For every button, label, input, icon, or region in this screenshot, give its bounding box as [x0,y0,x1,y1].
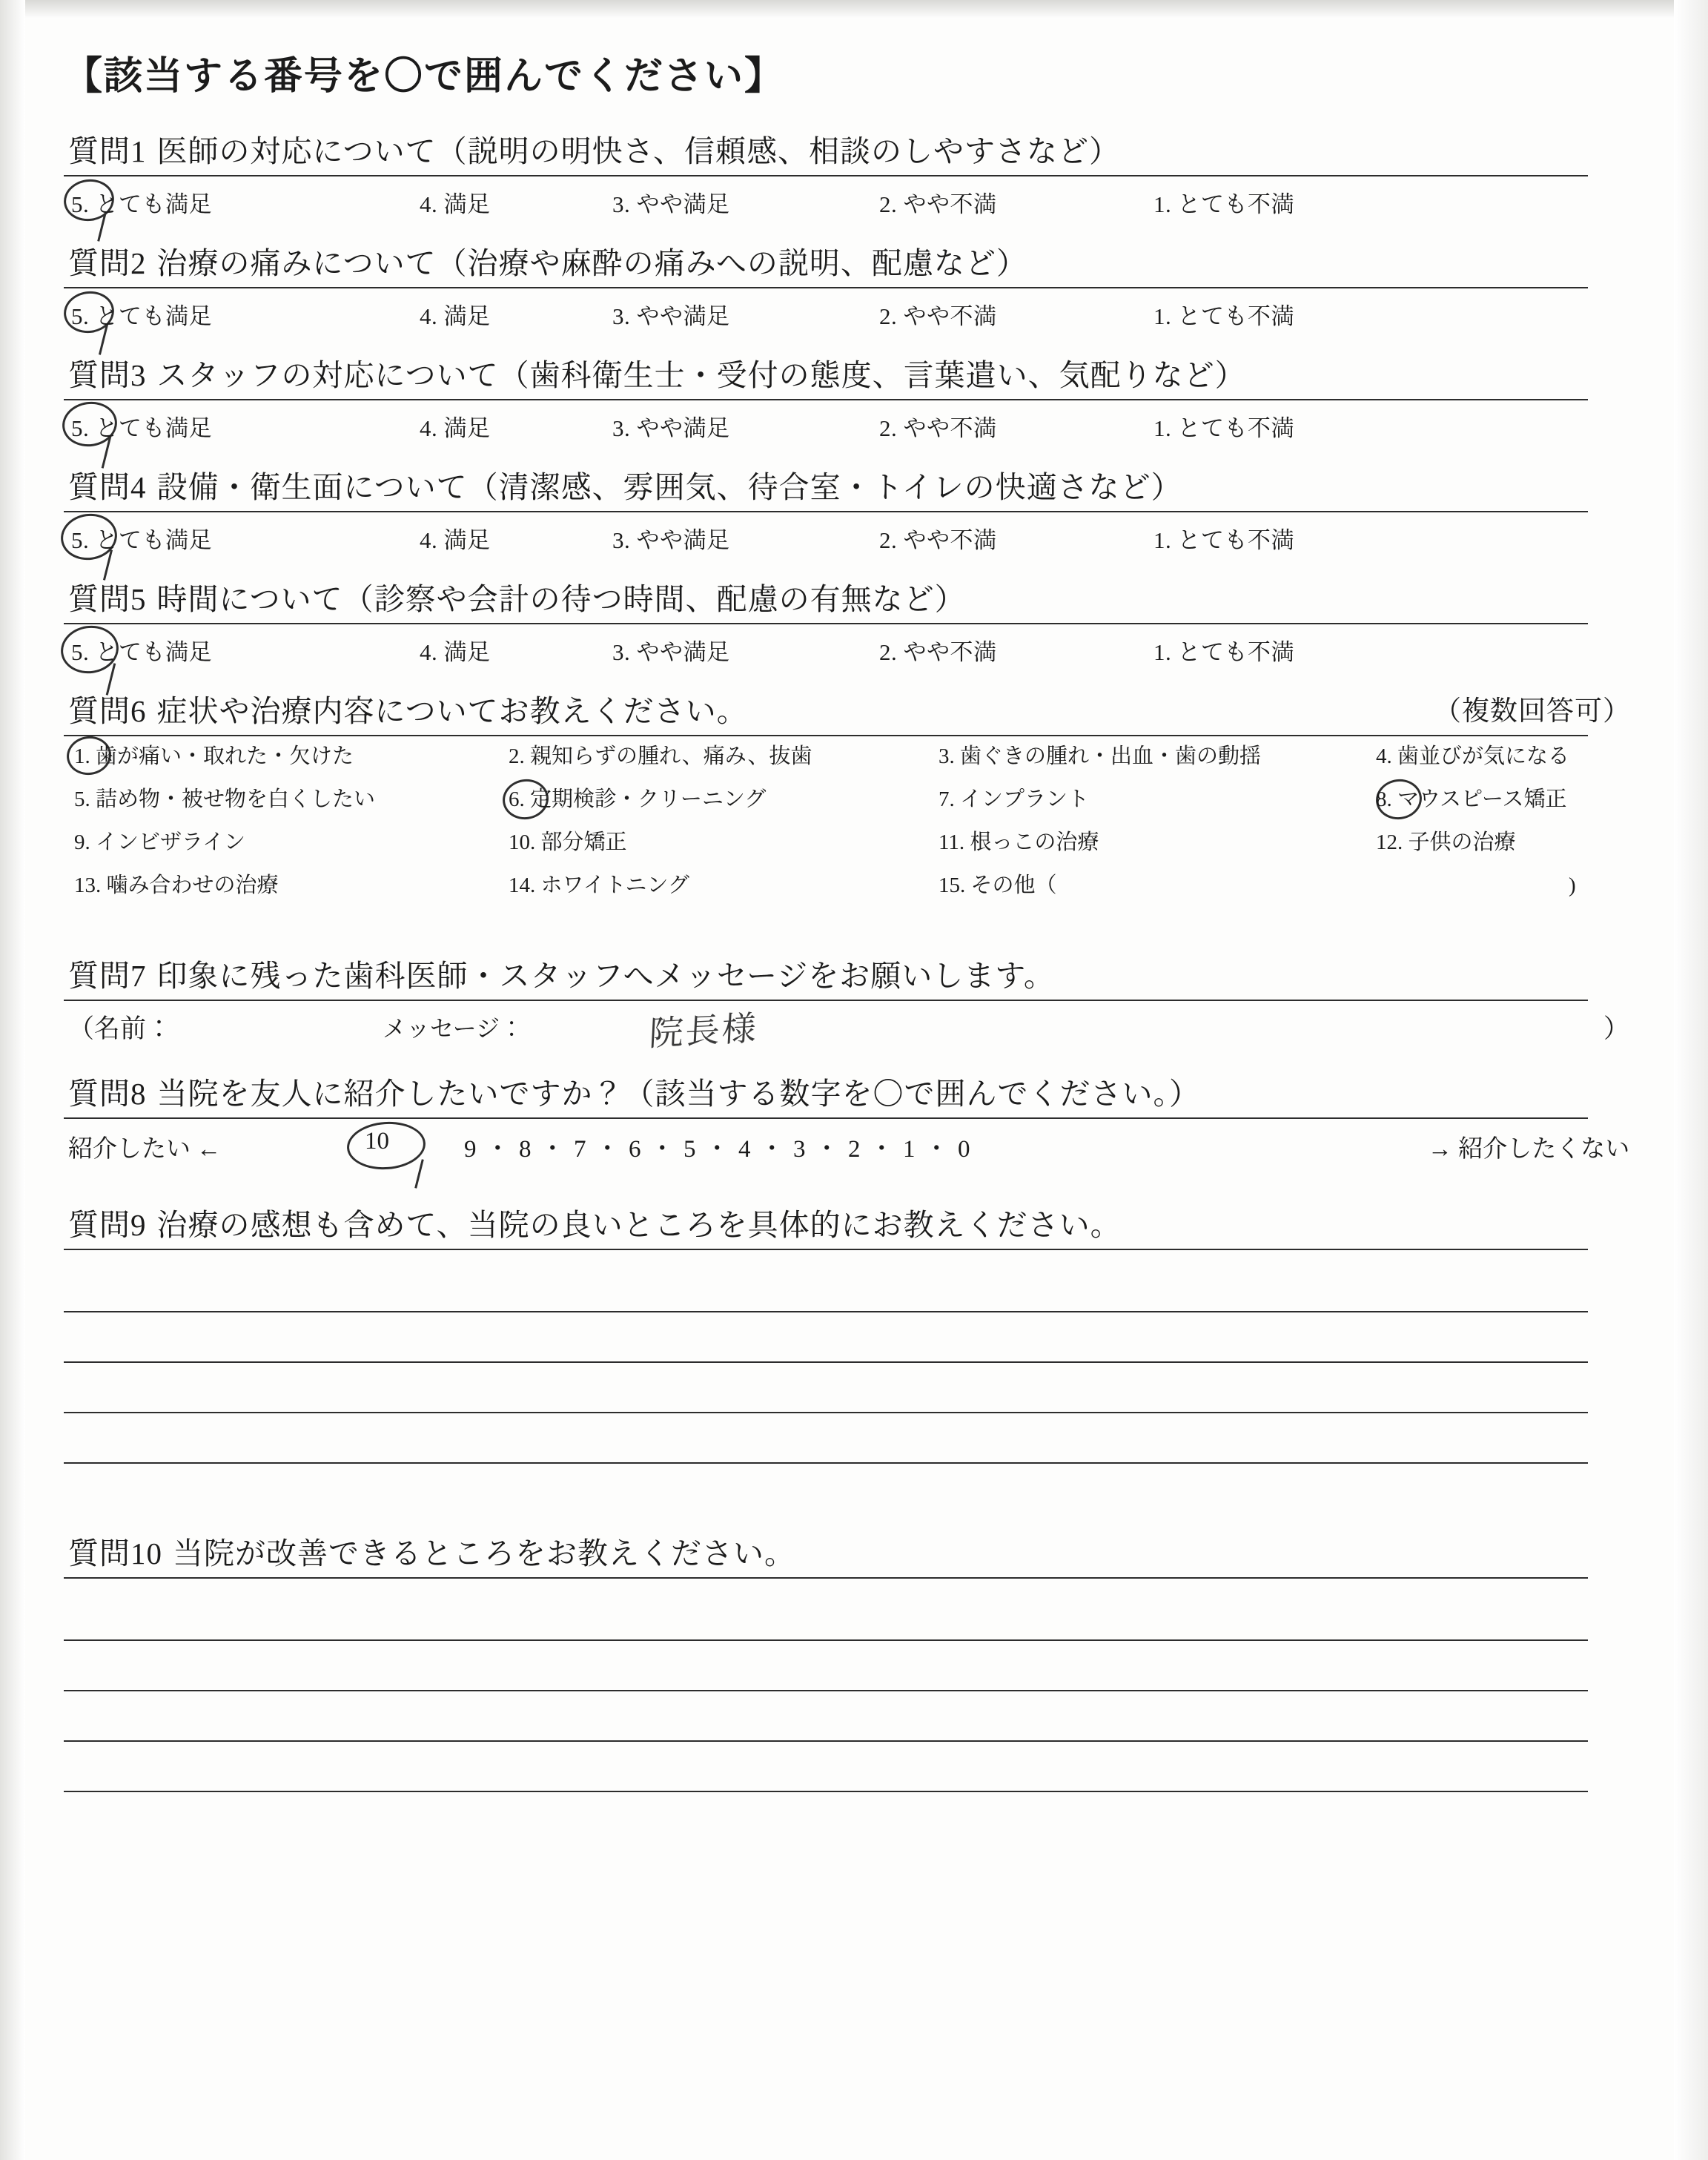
question-6-note: （複数回答可） [1434,696,1631,727]
answer-line[interactable] [64,1413,1588,1464]
option-1[interactable]: 1. とても不満 [1153,415,1294,441]
q6-row-2 [64,779,1635,822]
answer-line[interactable] [64,1591,1588,1641]
q6-option-2[interactable]: 2. 親知らずの腫れ、痛み、抜歯 [509,744,812,768]
question-1-scale [64,176,1635,225]
spacer-q6-q7 [64,922,1635,951]
question-block-2 [64,239,1635,337]
scan-edge-top [0,0,1708,19]
page-title: 【該当する番号を〇で囲んでください】 [64,56,785,98]
question-8-scale-row [64,1119,1635,1171]
option-5[interactable]: 5. とても満足 [71,303,212,329]
q6-option-5[interactable]: 5. 詰め物・被せ物を白くしたい [74,787,376,811]
answer-line[interactable] [64,1742,1588,1792]
question-7-answer-row[interactable] [64,1001,1635,1056]
question-block-9 [64,1200,1635,1464]
question-7-number: 質問7 [68,959,147,993]
question-9-answer-lines[interactable] [64,1262,1635,1464]
question-block-3 [64,351,1635,449]
option-3[interactable]: 3. やや満足 [612,191,730,217]
question-4-text [64,463,1635,506]
question-7-text [64,951,1635,995]
question-block-6 [64,687,1635,908]
q6-option-14[interactable]: 14. ホワイトニング [509,873,689,897]
question-7-body: 印象に残った歯科医師・スタッフへメッセージをお願いします。 [156,959,1055,993]
option-4[interactable]: 4. 満足 [420,303,491,329]
question-10-rule [64,1577,1588,1579]
option-3[interactable]: 3. やや満足 [612,303,730,329]
q8-value-10[interactable]: 10 [365,1128,389,1155]
question-4-body: 設備・衛生面について（清潔感、雰囲気、待合室・トイレの快適さなど） [156,470,1182,504]
q6-option-6[interactable]: 6. 定期検診・クリーニング [509,787,767,811]
option-4[interactable]: 4. 満足 [420,191,491,217]
option-1[interactable]: 1. とても不満 [1153,527,1294,553]
q8-left-label: 紹介したい ← [68,1136,222,1163]
question-3-number: 質問3 [68,358,147,392]
question-block-8 [64,1069,1635,1171]
scan-edge-left [0,0,25,2160]
answer-line[interactable] [64,1641,1588,1691]
question-8-text [64,1069,1635,1113]
option-3[interactable]: 3. やや満足 [612,527,730,553]
option-5[interactable]: 5. とても満足 [71,639,212,665]
question-block-7 [64,951,1635,1056]
question-2-text [64,239,1635,283]
option-5[interactable]: 5. とても満足 [71,527,212,553]
question-1-text [64,127,1635,171]
option-2[interactable]: 2. やや不満 [879,303,997,329]
q6-option-12[interactable]: 12. 子供の治療 [1376,830,1516,854]
option-1[interactable]: 1. とても不満 [1153,303,1294,329]
answer-line[interactable] [64,1363,1588,1413]
question-3-scale [64,400,1635,449]
option-1[interactable]: 1. とても不満 [1153,639,1294,665]
q7-message-label: メッセージ： [383,1015,524,1042]
question-block-10 [64,1529,1635,1792]
spacer-q9-q10 [64,1477,1635,1529]
q6-option-15[interactable]: 15. その他（ [939,873,1057,897]
question-5-scale [64,624,1635,673]
scan-edge-right [1674,0,1708,2160]
question-9-number: 質問9 [68,1208,147,1242]
q8-scale-values[interactable]: 9 ・ 8 ・ 7 ・ 6 ・ 5 ・ 4 ・ 3 ・ 2 ・ 1 ・ 0 [464,1136,972,1163]
option-2[interactable]: 2. やや不満 [879,191,997,217]
q6-option-7[interactable]: 7. インプラント [939,787,1090,811]
question-9-body: 治療の感想も含めて、当院の良いところを具体的にお教えください。 [156,1208,1122,1242]
q6-option-9[interactable]: 9. インビザライン [74,830,246,854]
option-2[interactable]: 2. やや不満 [879,639,997,665]
q6-option-3[interactable]: 3. 歯ぐきの腫れ・出血・歯の動揺 [939,744,1262,768]
question-10-body: 当院が改善できるところをお教えください。 [173,1536,795,1571]
question-3-text [64,351,1635,394]
spacer-q8-q9 [64,1184,1635,1200]
question-4-scale [64,512,1635,561]
option-4[interactable]: 4. 満足 [420,639,491,665]
option-3[interactable]: 3. やや満足 [612,639,730,665]
option-4[interactable]: 4. 満足 [420,415,491,441]
q7-name-label: （名前： [68,1014,173,1043]
question-5-body: 時間について（診察や会計の待つ時間、配慮の有無など） [156,582,966,616]
option-5[interactable]: 5. とても満足 [71,415,212,441]
q7-handwritten-message: 院長様 [648,1008,760,1054]
question-5-text [64,575,1635,618]
answer-line[interactable] [64,1262,1588,1312]
q6-option-4[interactable]: 4. 歯並びが気になる [1376,744,1570,768]
question-block-1 [64,127,1635,225]
option-5[interactable]: 5. とても満足 [71,191,212,217]
question-6-text [64,687,1635,730]
option-3[interactable]: 3. やや満足 [612,415,730,441]
option-2[interactable]: 2. やや不満 [879,527,997,553]
option-4[interactable]: 4. 満足 [420,527,491,553]
survey-content [64,44,1635,1806]
q6-option-11[interactable]: 11. 根っこの治療 [939,830,1099,854]
q6-row-1 [64,736,1635,779]
question-9-rule [64,1249,1588,1250]
question-block-5 [64,575,1635,673]
question-8-number: 質問8 [68,1077,147,1111]
question-10-text [64,1529,1635,1573]
question-4-number: 質問4 [68,470,147,504]
question-2-body: 治療の痛みについて（治療や麻酔の痛みへの説明、配慮など） [156,246,1027,280]
question-6-body: 症状や治療内容についてお教えください。 [156,694,748,728]
q8-right-label: → 紹介したくない [1428,1136,1630,1163]
question-block-4 [64,463,1635,561]
q6-option-15-close: ) [1569,873,1576,897]
question-1-number: 質問1 [68,134,147,168]
question-6-options [64,736,1635,908]
q6-option-10[interactable]: 10. 部分矯正 [509,830,627,854]
question-10-answer-lines[interactable] [64,1591,1635,1792]
question-2-number: 質問2 [68,246,147,280]
q6-option-13[interactable]: 13. 噛み合わせの治療 [74,873,279,897]
question-5-number: 質問5 [68,582,147,616]
question-1-body: 医師の対応について（説明の明快さ、信頼感、相談のしやすさなど） [156,134,1121,168]
q6-option-8[interactable]: 8. マウスピース矯正 [1376,787,1567,811]
option-1[interactable]: 1. とても不満 [1153,191,1294,217]
question-8-body: 当院を友人に紹介したいですか？（該当する数字を〇で囲んでください。） [156,1077,1200,1111]
question-2-scale [64,288,1635,337]
question-10-number: 質問10 [68,1536,162,1571]
q7-closing-paren: ） [1603,1014,1629,1043]
question-3-body: スタッフの対応について（歯科衛生士・受付の態度、言葉遣い、気配りなど） [156,358,1246,392]
question-9-text [64,1200,1635,1244]
answer-line[interactable] [64,1691,1588,1742]
option-2[interactable]: 2. やや不満 [879,415,997,441]
answer-line[interactable] [64,1312,1588,1363]
q6-row-3 [64,822,1635,865]
q6-option-1[interactable]: 1. 歯が痛い・取れた・欠けた [74,744,354,768]
q6-row-4 [64,865,1635,908]
question-6-number: 質問6 [68,694,147,728]
